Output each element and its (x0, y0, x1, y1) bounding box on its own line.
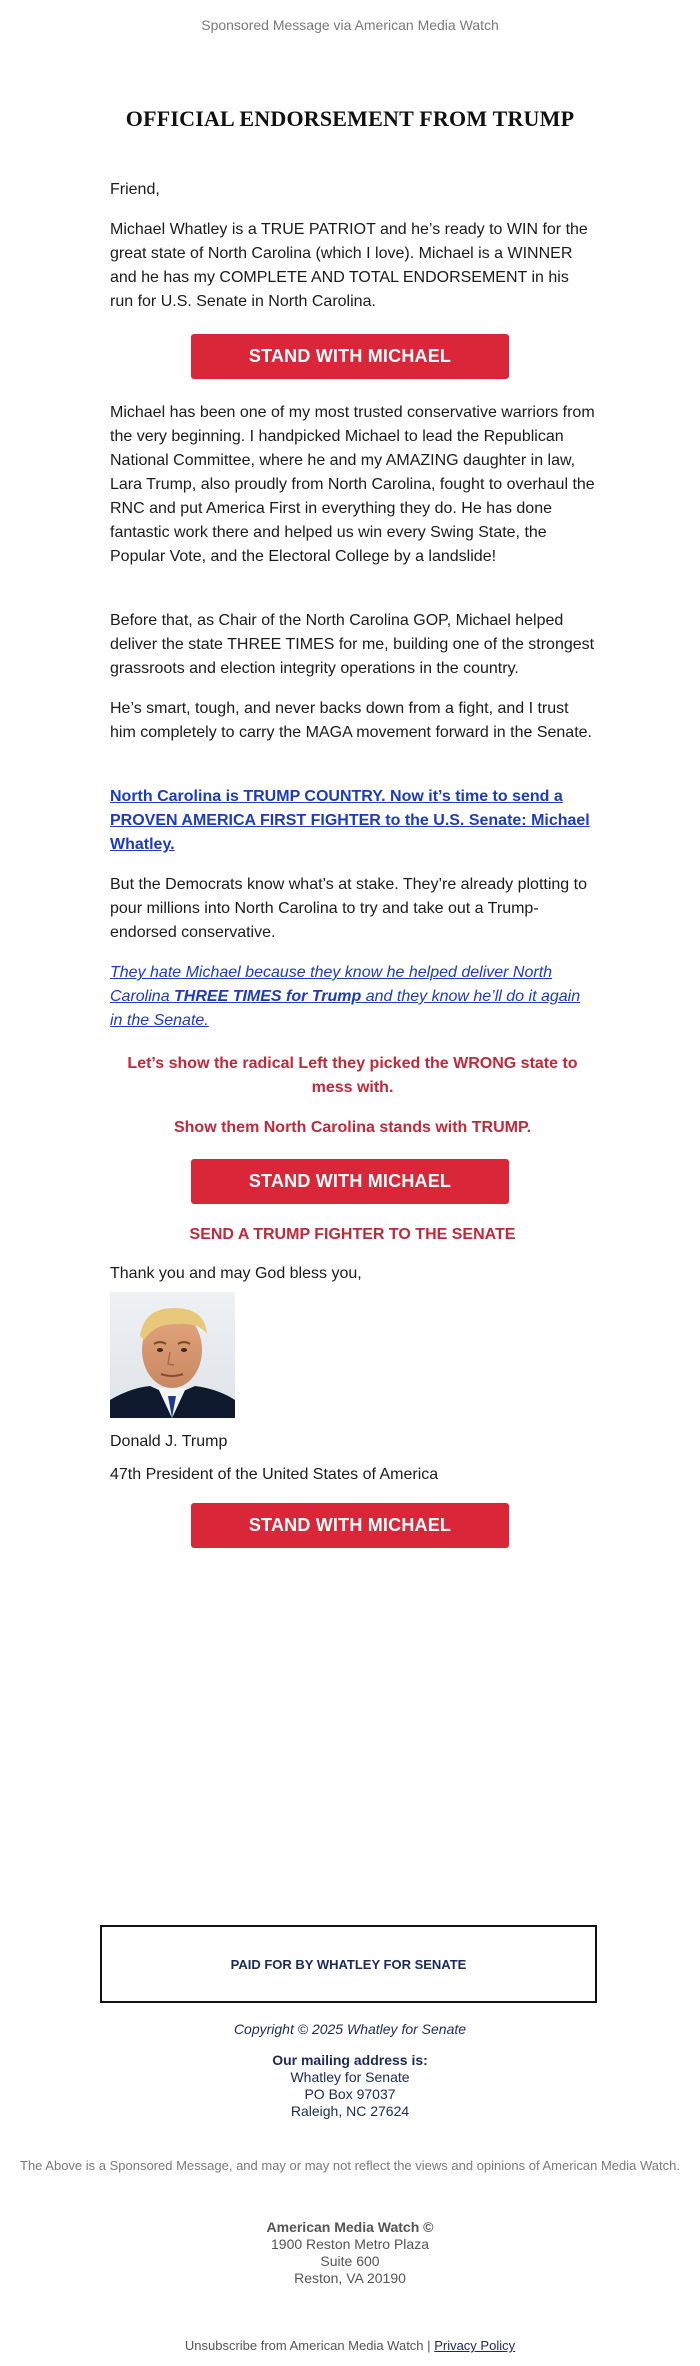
publisher-city: Reston, VA 20190 (294, 2270, 406, 2286)
nc-gop-paragraph: Before that, as Chair of the North Carolina GOP, Michael helped deliver the state THREE TIMES for me, building one of the strongest grassroots and election integrity operations in the country. (110, 612, 595, 677)
signature-title: 47th President of the United States of America (110, 1466, 439, 1483)
copyright: Copyright © 2025 Whatley for Senate (233, 2021, 467, 2037)
page-title: OFFICIAL ENDORSEMENT FROM TRUMP (125, 106, 575, 131)
mailing-label: Our mailing address is: (272, 2052, 428, 2068)
paid-for-box (100, 1925, 597, 2003)
stand-with-michael-button-2[interactable]: STAND WITH MICHAEL (191, 1159, 509, 1204)
history-paragraph: Michael has been one of my most trusted conservative warriors from the very beginning. I handpicked Michael to lead the Republican National Committee, where he and my AMAZING daughter in law, Lara Trump, also proudly from North Carolina, fought to overhaul the RNC and put America First in everything they do. He has done fantastic work there and helped us win every Swing State, the Popular Vote, and the Electoral College by a landslide! (110, 404, 595, 565)
trust-paragraph: He’s smart, tough, and never backs down from a fight, and I trust him completely to carry the MAGA movement forward in the Senate. (110, 700, 592, 741)
hate-michael-text-a: They hate Michael because they know he helped deliver North Carolina (110, 964, 553, 1005)
publisher-street: 1900 Reston Metro Plaza (271, 2236, 429, 2252)
intro-paragraph: Michael Whatley is a TRUE PATRIOT and he’s ready to WIN for the great state of North Carolina (which I love). Michael is a WINNER and he has my COMPLETE AND TOTAL ENDORSEMENT in his run for U.S. Senate in North Carolina. (110, 221, 588, 310)
publisher-name: American Media Watch © (266, 2219, 434, 2235)
paid-for-text: PAID FOR BY WHATLEY FOR SENATE (230, 1956, 467, 1972)
publisher-address (0, 2219, 700, 2287)
trump-country-link-paragraph (110, 785, 595, 857)
mailing-po: PO Box 97037 (304, 2086, 396, 2102)
footer-separator: | (427, 2338, 431, 2353)
send-fighter-callout: SEND A TRUMP FIGHTER TO THE SENATE (189, 1226, 516, 1243)
trump-country-link[interactable]: North Carolina is TRUMP COUNTRY. Now it’s time to send a PROVEN AMERICA FIRST FIGHTER to the U.S. Senate: Michael Whatley. (110, 788, 590, 853)
sponsored-notice: Sponsored Message via American Media Watch (201, 17, 499, 33)
publisher-suite: Suite 600 (320, 2253, 380, 2269)
unsubscribe-link[interactable]: Unsubscribe from American Media Watch (184, 2338, 424, 2353)
stand-with-michael-button-3[interactable]: STAND WITH MICHAEL (191, 1503, 509, 1548)
sponsored-disclaimer: The Above is a Sponsored Message, and may or may not reflect the views and opinions of American Media Watch. (20, 2158, 680, 2173)
three-times-text: THREE TIMES for Trump (174, 988, 362, 1005)
wrong-state-callout: Let’s show the radical Left they picked the WRONG state to mess with. (127, 1055, 578, 1096)
privacy-policy-link[interactable]: Privacy Policy (434, 2338, 516, 2353)
hate-michael-paragraph (110, 961, 595, 1033)
nc-stands-callout: Show them North Carolina stands with TRUMP. (173, 1119, 532, 1136)
democrats-paragraph: But the Democrats know what’s at stake. They’re already plotting to pour millions into North Carolina to try and take out a Trump-endorsed conservative. (110, 876, 587, 941)
trump-portrait (110, 1292, 235, 1418)
greeting: Friend, (110, 181, 160, 198)
hate-michael-link[interactable] (110, 964, 580, 1029)
portrait-image (110, 1292, 235, 1418)
footer-links (0, 2338, 700, 2353)
hate-michael-text-c: and they know he’ll do it again in the Senate. (110, 988, 581, 1029)
closing-line: Thank you and may God bless you, (110, 1265, 362, 1282)
mailing-address (0, 2052, 700, 2120)
stand-with-michael-button[interactable]: STAND WITH MICHAEL (191, 334, 509, 379)
signature-name: Donald J. Trump (110, 1433, 228, 1450)
mailing-name: Whatley for Senate (290, 2069, 410, 2085)
mailing-city: Raleigh, NC 27624 (290, 2103, 410, 2119)
